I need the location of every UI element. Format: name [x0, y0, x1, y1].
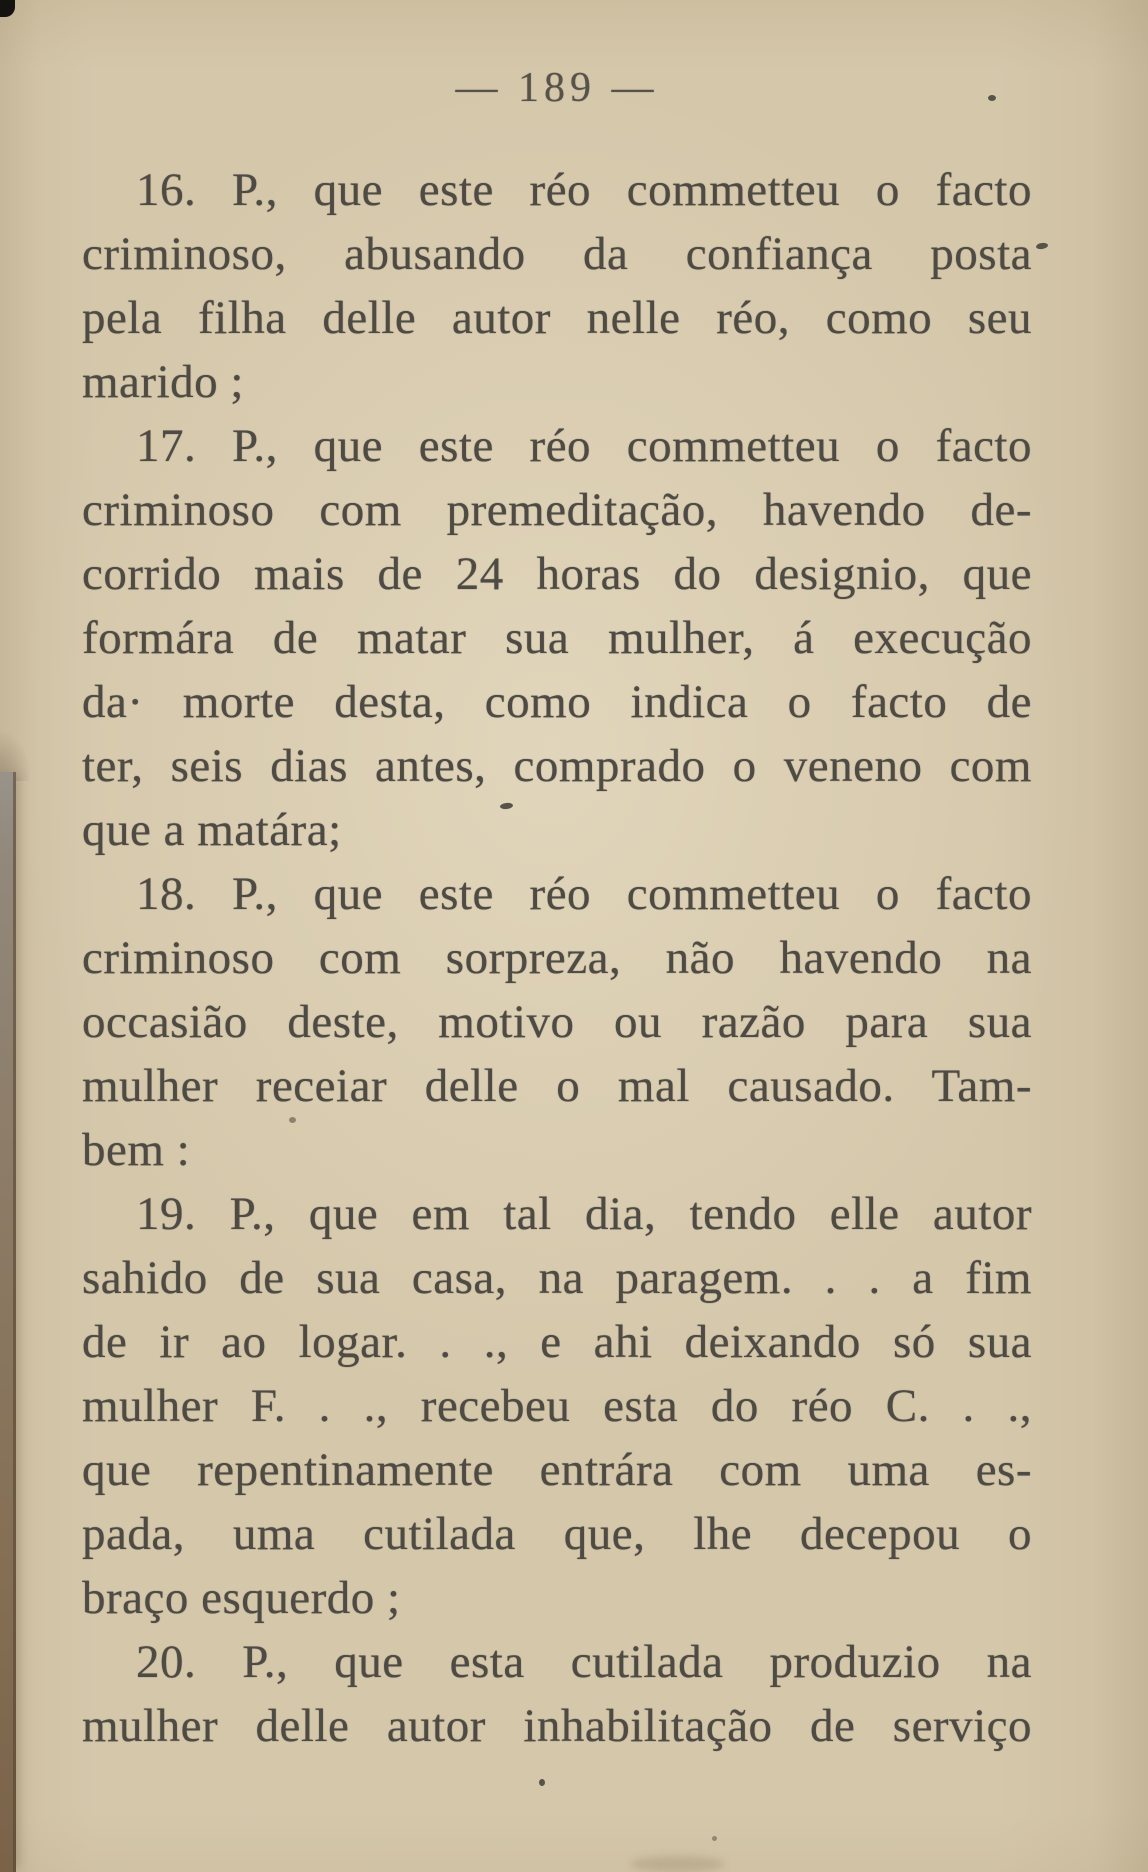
text-line-18: sahido de sua casa, na paragem. . . a fim — [82, 1252, 1032, 1304]
page-corner-notch — [0, 0, 15, 17]
text-line-21: que repentinamente entrára com uma es- — [82, 1444, 1032, 1496]
ink-speck — [289, 1117, 296, 1123]
page-edge-shadow — [0, 772, 16, 1872]
text-line-11: que a matára; — [82, 804, 342, 856]
ink-speck — [1036, 242, 1049, 250]
text-line-5: 17. P., que este réo commetteu o facto — [136, 420, 1032, 472]
text-line-19: de ir ao logar. . ., e ahi deixando só sua — [82, 1316, 1032, 1368]
text-line-17: 19. P., que em tal dia, tendo elle autor — [136, 1188, 1032, 1240]
text-line-22: pada, uma cutilada que, lhe decepou o — [82, 1508, 1032, 1560]
text-line-12: 18. P., que este réo commetteu o facto — [136, 868, 1032, 920]
ink-speck — [988, 95, 996, 101]
text-line-9: da· morte desta, como indica o facto de — [82, 676, 1032, 728]
text-line-1: 16. P., que este réo commetteu o facto — [136, 164, 1032, 216]
text-line-3: pela filha delle autor nelle réo, como seu — [82, 292, 1032, 344]
text-line-20: mulher F. . ., recebeu esta do réo C. . ., — [82, 1380, 1032, 1432]
page-number: — 189 — — [455, 65, 659, 111]
text-line-23: braço esquerdo ; — [82, 1572, 401, 1624]
text-line-24: 20. P., que esta cutilada produzio na — [136, 1636, 1032, 1688]
paper-smudge — [630, 1856, 725, 1872]
ink-speck — [712, 1836, 717, 1841]
text-line-8: formára de matar sua mulher, á execução — [82, 612, 1032, 664]
text-block — [82, 158, 1032, 1758]
text-line-4: marido ; — [82, 356, 244, 408]
text-line-13: criminoso com sorpreza, não havendo na — [82, 932, 1032, 984]
ink-speck — [539, 1779, 545, 1786]
text-line-6: criminoso com premeditação, havendo de- — [82, 484, 1032, 536]
text-line-16: bem : — [82, 1124, 191, 1176]
text-line-10: ter, seis dias antes, comprado o veneno com — [82, 740, 1032, 792]
text-line-7: corrido mais de 24 horas do designio, que — [82, 548, 1032, 600]
text-line-14: occasião deste, motivo ou razão para sua — [82, 996, 1032, 1048]
text-line-15: mulher receiar delle o mal causado. Tam- — [82, 1060, 1032, 1112]
text-line-2: criminoso, abusando da confiança posta — [82, 228, 1032, 280]
text-line-25: mulher delle autor inhabilitação de serviço — [82, 1700, 1032, 1752]
